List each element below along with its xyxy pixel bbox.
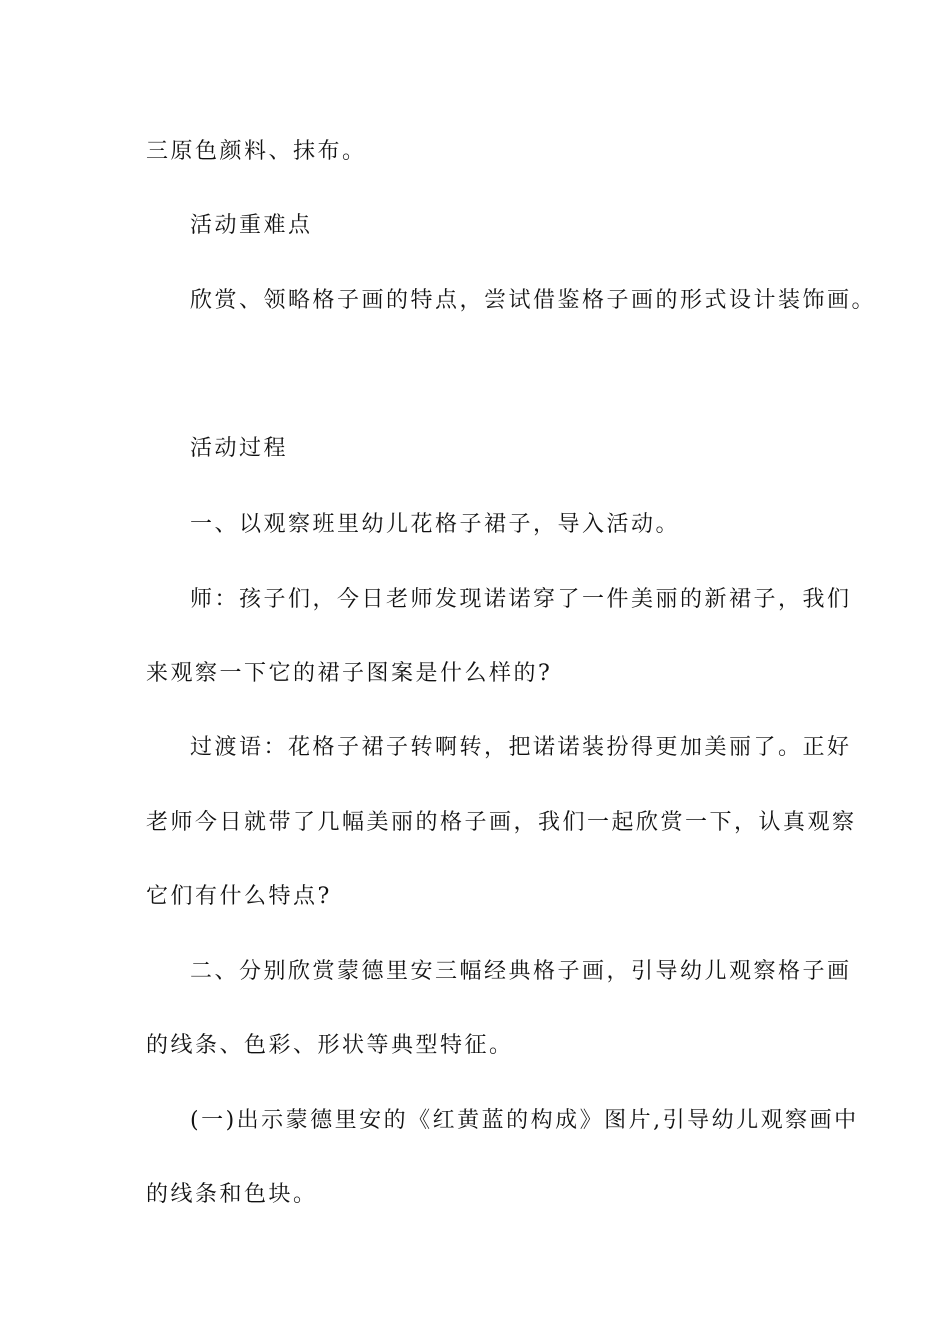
transition-line-3: 它们有什么特点? [146, 884, 332, 909]
substep-1-line-2: 的线条和色块。 [146, 1182, 318, 1207]
materials-line: 三原色颜料、抹布。 [146, 139, 367, 164]
section-heading-key-points: 活动重难点 [190, 213, 313, 238]
section-heading-process: 活动过程 [190, 436, 289, 461]
process-step-2-line-2: 的线条、色彩、形状等典型特征。 [146, 1033, 514, 1058]
transition-line-2: 老师今日就带了几幅美丽的格子画，我们一起欣赏一下，认真观察 [146, 810, 857, 835]
key-points-text: 欣赏、领略格子画的特点，尝试借鉴格子画的形式设计装饰画。 [190, 288, 877, 313]
transition-line-1: 过渡语：花格子裙子转啊转，把诺诺装扮得更加美丽了。正好 [190, 735, 852, 760]
teacher-speech-line-1: 师：孩子们，今日老师发现诺诺穿了一件美丽的新裙子，我们 [190, 587, 852, 612]
process-step-2-line-1: 二、分别欣赏蒙德里安三幅经典格子画，引导幼儿观察格子画 [190, 959, 852, 984]
substep-1-line-1: (一)出示蒙德里安的《红黄蓝的构成》图片,引导幼儿观察画中 [190, 1108, 859, 1133]
process-step-1: 一、以观察班里幼儿花格子裙子，导入活动。 [190, 512, 681, 537]
teacher-speech-line-2: 来观察一下它的裙子图案是什么样的? [146, 661, 553, 686]
